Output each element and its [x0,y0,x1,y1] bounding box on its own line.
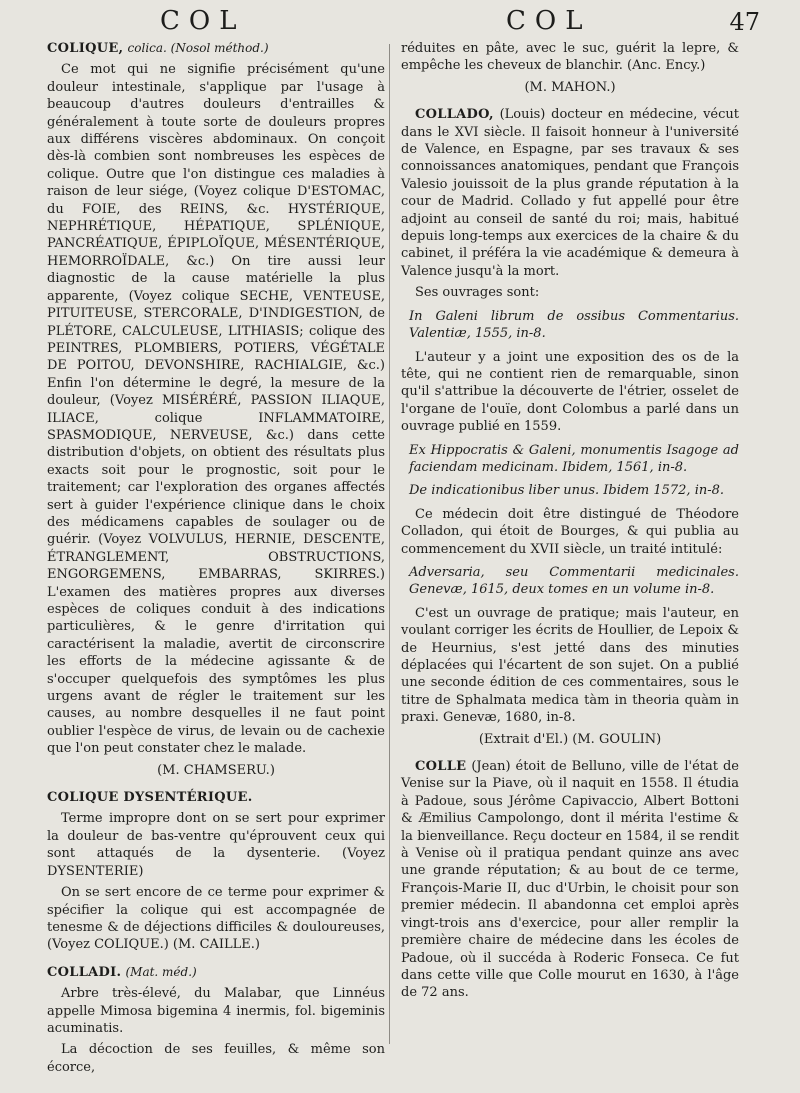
entry-collado [401,106,739,748]
entry-subject: (Mat. méd.) [125,964,197,979]
entry-paragraph: Ce médecin doit être distingué de Théodore Colladon, qui étoit de Bourges, & qui publia au commencement du XVII siècle, un traité intitulé: [401,506,739,557]
bibliographic-reference: De indicationibus liber unus. Ibidem 1572, in-8. [409,483,725,499]
entry-paragraph: On se sert encore de ce terme pour exprimer & spécifier la colique qui est accompagnée de tenesme & de déjections difficiles & douloureuses, (Voyez COLIQUE.) (M. CAILLE.) [47,885,385,953]
entry-signature: (M. CHAMSERU.) [157,762,275,778]
entry-colladi [47,964,385,1076]
entry-subject: colica. (Nosol méthod.) [127,41,269,55]
running-header [0,6,800,40]
entry-headword: COLLADO, [415,107,494,123]
column-divider [389,44,390,1044]
entry-paragraph: C'est un ouvrage de pratique; mais l'auteur, en voulant corriger les écrits de Houllier, de Lepoix & de Heurnius, s'est jetté dans des minuties déplacées qui l'écartent de son sujet. On a publié une seconde édition de ces commentaires, sous le titre de Sphalmata medica tàm in theoria quàm in praxi. Genevæ, 1680, in-8. [401,605,739,726]
entry-headword: COLIQUE, [47,41,124,56]
entry-paragraph: Terme impropre dont on se sert pour exprimer la douleur de bas-ventre qu'éprouvent ceux qui sont attaqués de la dysenterie. (Voyez DYSENTERIE) [47,811,385,879]
entry-headword: COLLE [415,759,467,775]
entry-continuation: réduites en pâte, avec le suc, guérit la lepre, & empêche les cheveux de blanchir. (Anc. Ency.) [401,41,739,74]
bibliographic-reference: Adversaria, seu Commentarii medicinales. Genevæ, 1615, deux tomes en un volume in-8. [409,564,739,598]
left-column [47,40,385,1080]
entry-paragraph: La décoction de ses feuilles, & même son écorce, [47,1042,385,1075]
entry-paragraph: L'auteur y a joint une exposition des os de la tête, qui ne contient rien de remarquable, sinon qu'il s'attribue la découverte de l'étrier, osselet de l'organe de l'ouïe, dont Colombus a parlé dans un ouvrage publié en 1559. [401,349,739,435]
entry-colique [47,40,385,779]
entry-paragraph: Arbre très-élevé, du Malabar, que Linnéus appelle Mimosa bigemina 4 inermis, fol. bigeminis acuminatis. [47,986,385,1036]
running-head-left: COL [160,6,246,36]
running-head-right: COL [506,6,592,36]
entry-signature: (M. MAHON.) [524,79,616,95]
entry-signature: (Extrait d'El.) (M. GOULIN) [478,731,662,747]
entry-headword: COLIQUE DYSENTÉRIQUE. [47,790,253,806]
entry-paragraph: (Louis) docteur en médecine, vécut dans le XVI siècle. Il faisoit honneur à l'université de Valence, en Espagne, par ses travaux & ses connoissances anatomiques, pendant que François Valesio jouissoit de la plus grande réputation à la cour de Madrid. Collado y fut appellé pour être adjoint au conseil de santé du roi; mais, habitué depuis long-temps aux exercices de la chaire & du cabinet, il préféra la vie académique & demeura à Valence jusqu'à la mort. [401,107,739,279]
entry-paragraph: (Jean) étoit de Belluno, ville de l'état de Venise sur la Piave, où il naquit en 1558. Il étudia à Padoue, sous Jérôme Capivaccio, Albert Bottoni & Æmilius Campolongo, dont il mérita l'estime & la bienveillance. Reçu docteur en 1584, il se rendit à Venise où il pratiqua pendant quinze ans avec une grande réputation; & au bout de ce terme, François-Marie II, duc d'Urbin, le choisit pour son premier médecin. Il abandonna cet emploi après vingt-trois ans d'exercice, pour aller remplir la première chaire de médecine dans les écoles de Padoue, où il succéda à Roderic Fonseca. Ce fut dans cette ville que Colle mourut en 1630, à l'âge de 72 ans. [401,759,739,1001]
bibliographic-reference: Ex Hippocratis & Galeni, monumentis Isagoge ad faciendam medicinam. Ibidem, 1561, in-8. [409,442,739,475]
entry-colique-dysenterique [47,789,385,954]
entry-headword: COLLADI. [47,964,122,980]
entry-body: Ce mot qui ne signifie précisément qu'une douleur intestinale, s'applique par l'usage à beaucoup d'autres douleurs d'entrailles & généralement à toute sorte de douleurs propres aux différens viscères abdominaux. On conçoit dès-là combien sont nombreuses les espèces de colique. Outre que l'on distingue ces maladies à raison de leur siége, (Voyez colique D'ESTOMAC, du FOIE, des REINS, &c. HYSTÉRIQUE, NEPHRÉTIQUE, HÉPATIQUE, SPLÉNIQUE, PANCRÉATIQUE, ÉPIPLOÏQUE, MÉSENTÉRIQUE, HEMORROÏDALE, &c.) On tire aussi leur diagnostic de la cause matérielle la plus apparente, (Voyez colique SECHE, VENTEUSE, PITUITEUSE, STERCORALE, D'INDIGESTION, de PLÉTORE, CALCULEUSE, LITHIASIS; colique des PEINTRES, PLOMBIERS, POTIERS, VÉGÉTALE DE POITOU, DEVONSHIRE, RACHIALGIE, &c.) Enfin l'on détermine le degré, la mesure de la douleur, (Voyez MISÉRÉRÉ, PASSION ILIAQUE, ILIACE, colique INFLAMMATOIRE, SPASMODIQUE, NERVEUSE, &c.) dans cette distribution d'objets, on obtient des résultats plus exacts soit pour le prognostic, soit pour le traitement; car l'exploration des organes affectés sert à guider l'expérience clinique dans le choix des médicamens capables de soulager ou de guérir. (Voyez VOLVULUS, HERNIE, DESCENTE, ÉTRANGLEMENT, OBSTRUCTIONS, ENGORGEMENS, EMBARRAS, SKIRRES.) L'examen des matières propres aux diverses espèces de coliques conduit à des indications particulières, & le genre d'irritation qui caractérisent la maladie, avertit de circonscrire les efforts de la médecine agissante & de s'occuper quelquefois des symptômes les plus urgens avant de régler le traitement sur les causes, au nombre desquelles il ne faut point oublier l'espèce de virus, de levain ou de cachexie que l'on peut constater chez le malade. [47,62,385,757]
entry-colle [401,758,739,1002]
works-intro: Ses ouvrages sont: [415,285,540,301]
bibliographic-reference: In Galeni librum de ossibus Commentarius. Valentiæ, 1555, in-8. [409,308,739,342]
page-number: 47 [729,8,760,36]
right-column [401,40,739,1006]
